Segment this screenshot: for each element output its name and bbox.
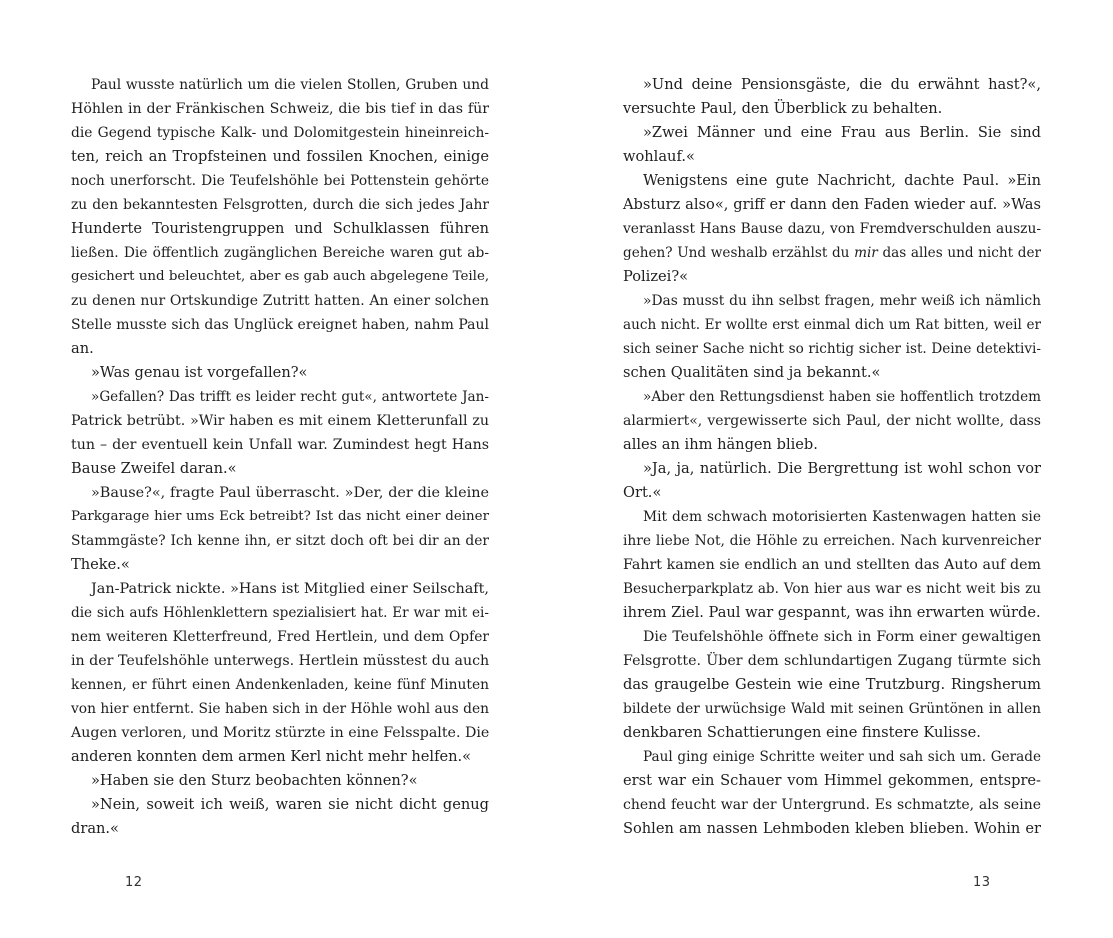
text-line: auch nicht. Er wollte erst einmal dich um Rat bitten, weil er [623,317,1041,333]
text-line: Ort.« [623,484,662,501]
text-line: Absturz also«, griff er dann den Faden wieder auf. »Was [623,196,1041,213]
text-line: Stammgäste? Ich kenne ihn, er sitzt doch oft bei dir an der [71,533,489,549]
text-line: Mit dem schwach motorisierten Kastenwagen hatten sie [643,509,1041,525]
text-line: gehen? Und weshalb erzählst du mir das alles und nicht der [623,245,1041,261]
text-line: Besucherparkplatz ab. Von hier aus war es nicht weit bis zu [623,581,1041,597]
text-line: »Bause?«, fragte Paul überrascht. »Der, der die kleine [91,485,489,501]
text-line: Fahrt kamen sie endlich an und stellten das Auto auf dem [623,557,1041,573]
text-line: Felsgrotte. Über dem schlundartigen Zugang türmte sich [623,653,1041,669]
text-line: chend feucht war der Untergrund. Es schmatzte, als seine [623,797,1041,813]
text-line: ten, reich an Tropfsteinen und fossilen Knochen, einige [71,148,489,165]
text-line: Augen verloren, und Moritz stürzte in eine Felsspalte. Die [71,725,490,741]
text-line: alarmiert«, vergewisserte sich Paul, der nicht wollte, dass [623,413,1041,429]
text-line: nem weiteren Kletterfreund, Fred Hertlein, und dem Opfer [71,629,489,645]
text-line: Stelle musste sich das Unglück ereignet haben, nahm Paul [71,317,489,333]
left-page-number: 12 [125,875,143,890]
text-line: Sohlen am nassen Lehmboden kleben blieben. Wohin er [623,820,1041,837]
text-line: in der Teufelshöhle unterwegs. Hertlein müsstest du auch [71,653,490,669]
text-line: »Haben sie den Sturz beobachten können?« [91,772,418,789]
text-line: versuchte Paul, den Überblick zu behalten. [623,100,943,117]
text-line: Theke.« [71,556,130,573]
text-line: »Aber den Rettungsdienst haben sie hoffentlich trotzdem [643,389,1041,405]
text-line: wohlauf.« [623,148,695,165]
text-line: alles an ihm hängen blieb. [623,436,818,453]
right-page-number: 13 [973,875,991,890]
text-line: »Gefallen? Das trifft es leider recht gut«, antwortete Jan- [91,389,489,405]
text-line: Bause Zweifel daran.« [71,460,237,477]
text-line: »Ja, ja, natürlich. Die Bergrettung ist wohl schon vor [643,460,1041,477]
text-line: zu denen nur Ortskundige Zutritt hatten. An einer solchen [71,293,489,309]
text-line: erst war ein Schauer vom Himmel gekommen, entspre- [623,772,1041,789]
left-page-text [71,73,489,841]
text-line: »Das musst du ihn selbst fragen, mehr weiß ich nämlich [643,293,1041,309]
text-line: das graugelbe Gestein wie eine Trutzburg. Ringsherum [623,676,1041,693]
text-line: Die Teufelshöhle öffnete sich in Form einer gewaltigen [643,629,1041,645]
text-line: »Zwei Männer und eine Frau aus Berlin. Sie sind [643,124,1041,141]
text-line: Hunderte Touristengruppen und Schulklassen führen [71,220,489,237]
text-line: Patrick betrübt. »Wir haben es mit einem Kletterunfall zu [71,413,489,429]
right-page-text [623,73,1041,841]
text-line: »Was genau ist vorgefallen?« [91,364,308,381]
text-line: »Nein, soweit ich weiß, waren sie nicht dicht genug [91,796,489,813]
text-line: anderen konnten dem armen Kerl nicht mehr helfen.« [71,748,472,765]
text-line: kennen, er führt einen Andenkenladen, keine fünf Minuten [71,677,489,693]
text-line: von hier entfernt. Sie haben sich in der Höhle wohl aus den [71,701,489,717]
text-line: tun – der eventuell kein Unfall war. Zumindest hegt Hans [71,437,489,453]
text-line: zu den bekanntesten Felsgrotten, durch die sich jedes Jahr [71,197,489,213]
text-line: gesichert und beleuchtet, aber es gab auch abgelegene Teile, [71,269,490,284]
text-line: denkbaren Schattierungen eine finstere Kulisse. [623,724,981,741]
text-line: Parkgarage hier ums Eck betreibt? Ist das nicht einer deiner [71,509,489,524]
text-line: »Und deine Pensionsgäste, die du erwähnt hast?«, [643,76,1041,93]
text-line: Paul wusste natürlich um die vielen Stollen, Gruben und [91,77,489,93]
text-line: Paul ging einige Schritte weiter und sah sich um. Gerade [643,749,1041,765]
text-line: Polizei?« [623,268,689,285]
text-line: bildete der urwüchsige Wald mit seinen Grüntönen in allen [623,701,1041,717]
text-line: Jan-Patrick nickte. »Hans ist Mitglied einer Seilschaft, [91,581,489,597]
text-line: dran.« [71,820,119,837]
text-line: veranlasst Hans Bause dazu, von Fremdverschulden auszu- [623,221,1041,237]
text-line: noch unerforscht. Die Teufelshöhle bei Pottenstein gehörte [71,173,489,189]
text-line: die Gegend typische Kalk- und Dolomitgestein hineinreich- [71,125,489,141]
text-line: ließen. Die öffentlich zugänglichen Bereiche waren gut ab- [71,245,489,261]
text-line: sich seiner Sache nicht so richtig sicher ist. Deine detektivi- [623,341,1041,357]
text-line: ihre liebe Not, die Höhle zu erreichen. Nach kurvenreicher [623,533,1041,549]
text-line: an. [71,340,94,357]
text-line: Höhlen in der Fränkischen Schweiz, die bis tief in das für [71,101,489,117]
text-line: ihrem Ziel. Paul war gespannt, was ihn erwarten würde. [623,604,1041,621]
text-line: schen Qualitäten sind ja bekannt.« [623,364,881,381]
text-line: Wenigstens eine gute Nachricht, dachte Paul. »Ein [643,172,1041,189]
text-line: die sich aufs Höhlenklettern spezialisiert hat. Er war mit ei- [71,605,489,621]
